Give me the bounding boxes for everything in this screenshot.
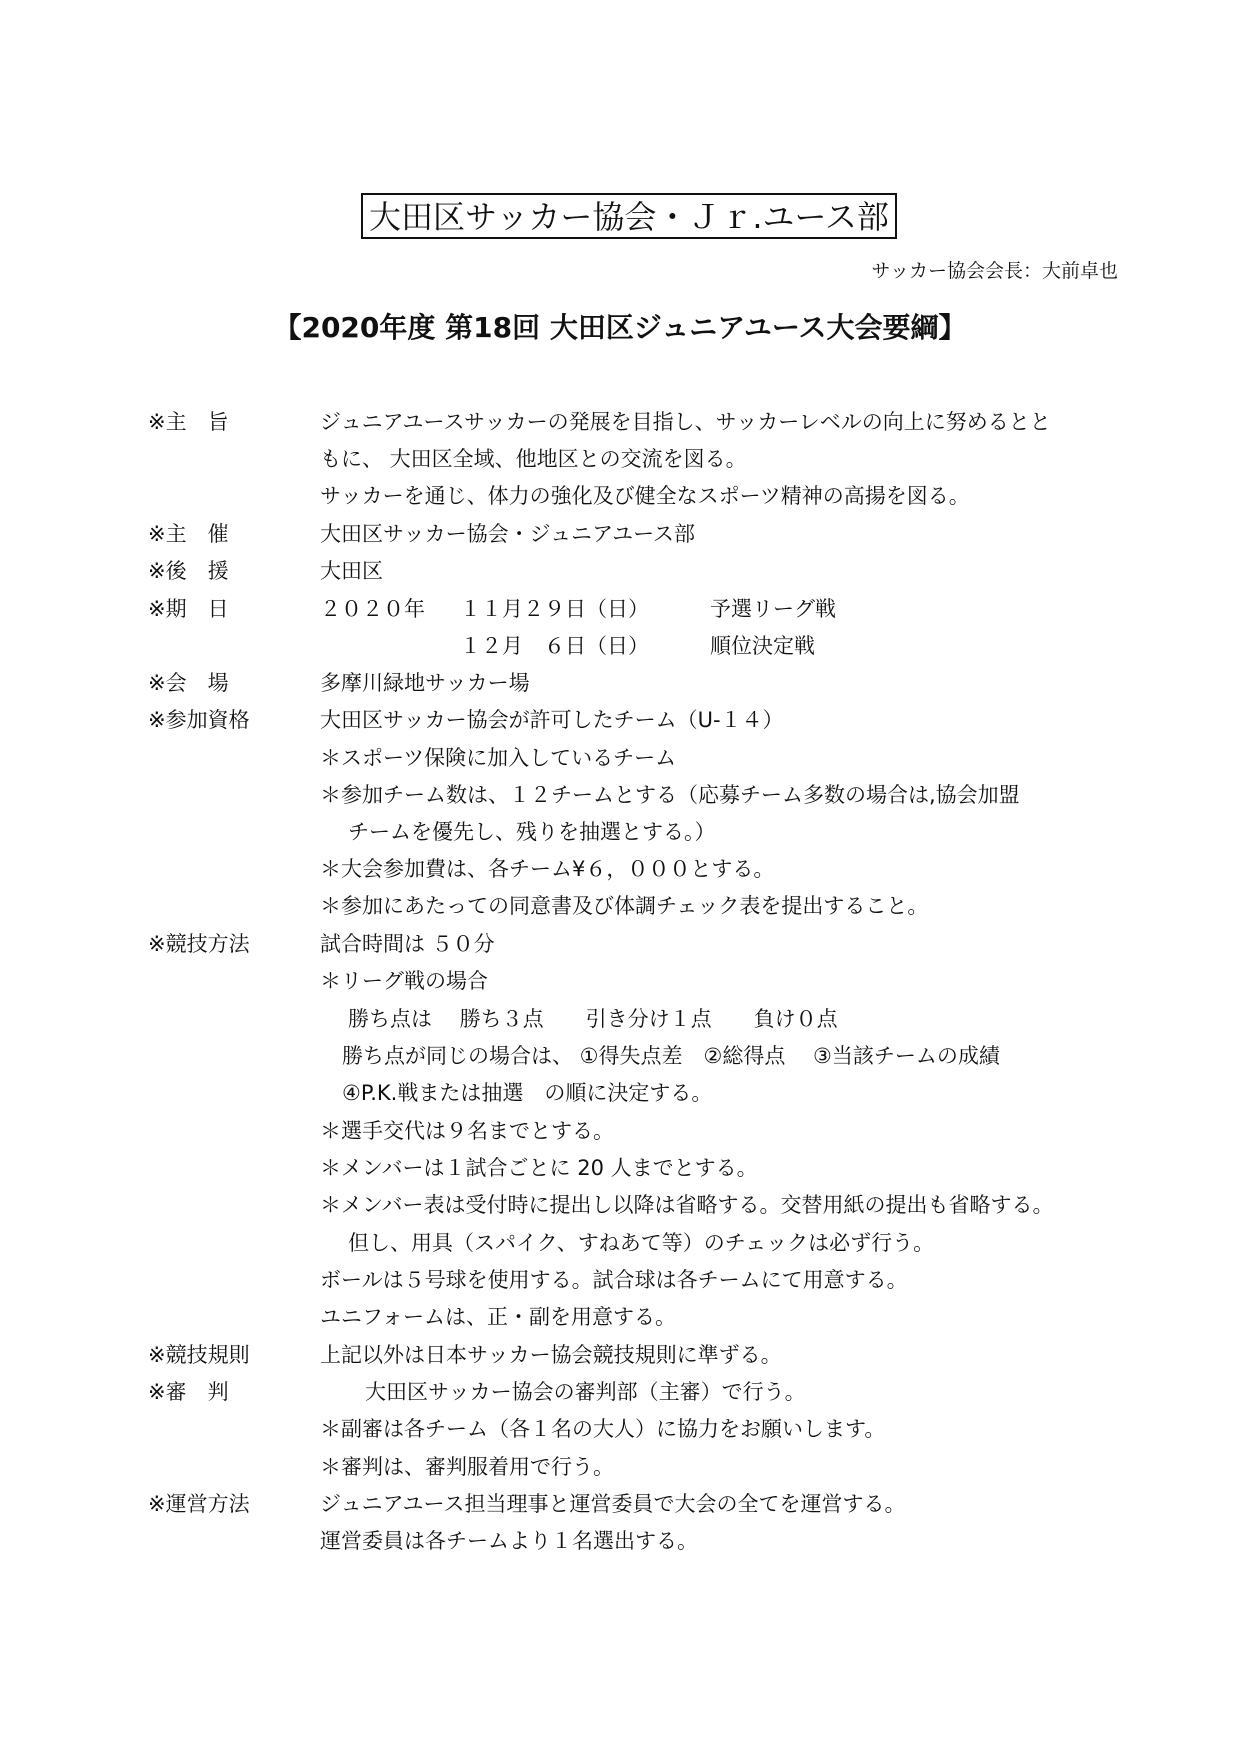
- date-year: ２０２０年: [320, 597, 425, 621]
- section-line: 試合時間は ５０分: [320, 932, 495, 956]
- section-line: ＊審判は、審判服着用で行う。: [320, 1455, 614, 1479]
- section-label: ※競技規則: [148, 1343, 250, 1367]
- event-second: 順位決定戦: [710, 634, 815, 658]
- section-label: ※後 援: [148, 559, 229, 583]
- section-line: 勝ち点は 勝ち３点 引き分け１点 負け０点: [348, 1007, 838, 1031]
- section-line: 運営委員は各チームより１名選出する。: [320, 1529, 698, 1553]
- section-line: ＊メンバー表は受付時に提出し以降は省略する。交替用紙の提出も省略する。: [320, 1193, 1054, 1217]
- section-line: ＊スポーツ保険に加入しているチーム: [320, 746, 677, 770]
- section-line: 大田区サッカー協会の審判部（主審）で行う。: [365, 1380, 806, 1404]
- section-line: ④P.K.戦または抽選 の順に決定する。: [342, 1081, 713, 1105]
- section-text: 多摩川緑地サッカー場: [320, 671, 530, 695]
- section-line: ＊選手交代は９名までとする。: [320, 1119, 614, 1143]
- section-line: チームを優先し、残りを抽選とする。）: [348, 820, 716, 844]
- section-line: 大田区サッカー協会が許可したチーム（U-１４）: [320, 708, 784, 732]
- section-line: ボールは５号球を使用する。試合球は各チームにて用意する。: [320, 1268, 908, 1292]
- section-label: ※参加資格: [148, 708, 250, 732]
- date-first: １１月２９日（日）: [460, 597, 649, 621]
- section-text: 上記以外は日本サッカー協会競技規則に準ずる。: [320, 1343, 782, 1367]
- association-president: サッカー協会会長：大前卓也: [871, 260, 1118, 282]
- organization-title: 大田区サッカー協会・Ｊｒ.ユース部: [361, 193, 897, 239]
- section-line: ユニフォームは、正・副を用意する。: [320, 1305, 676, 1329]
- section-line: ＊メンバーは１試合ごとに 20 人までとする。: [320, 1156, 758, 1180]
- section-line: 但し、用具（スパイク、すねあて等）のチェックは必ず行う。: [348, 1231, 935, 1255]
- section-line: ＊副審は各チーム（各１名の大人）に協力をお願いします。: [320, 1417, 886, 1441]
- section-line: ジュニアユース担当理事と運営委員で大会の全てを運営する。: [320, 1492, 906, 1516]
- section-label: ※競技方法: [148, 932, 250, 956]
- section-label: ※主 催: [148, 522, 229, 546]
- section-label: ※期 日: [148, 597, 229, 621]
- section-label: ※主 旨: [148, 410, 229, 434]
- date-second: １２月 ６日（日）: [460, 634, 649, 658]
- section-text: 大田区: [320, 559, 383, 583]
- section-line: ＊参加チーム数は、１２チームとする（応募チーム多数の場合は,協会加盟: [320, 783, 1020, 807]
- section-line: ＊リーグ戦の場合: [320, 969, 488, 993]
- section-label: ※運営方法: [148, 1492, 250, 1516]
- document-title: 【2020年度 第18回 大田区ジュニアユース大会要綱】: [273, 311, 967, 344]
- section-label: ※会 場: [148, 671, 229, 695]
- section-line: もに、 大田区全域、他地区との交流を図る。: [320, 447, 747, 471]
- section-line: ジュニアユースサッカーの発展を目指し、サッカーレベルの向上に努めるとと: [320, 410, 1051, 434]
- section-line: ＊大会参加費は、各チーム¥６，０００とする。: [320, 857, 775, 881]
- section-line: 勝ち点が同じの場合は、 ①得失点差 ②総得点 ③当該チームの成績: [342, 1044, 1000, 1068]
- event-first: 予選リーグ戦: [710, 597, 836, 621]
- section-line: サッカーを通じ、体力の強化及び健全なスポーツ精神の高揚を図る。: [320, 484, 970, 508]
- section-label: ※審 判: [148, 1380, 229, 1404]
- section-line: ＊参加にあたっての同意書及び体調チェック表を提出すること。: [320, 894, 929, 918]
- section-text: 大田区サッカー協会・ジュニアユース部: [320, 522, 696, 546]
